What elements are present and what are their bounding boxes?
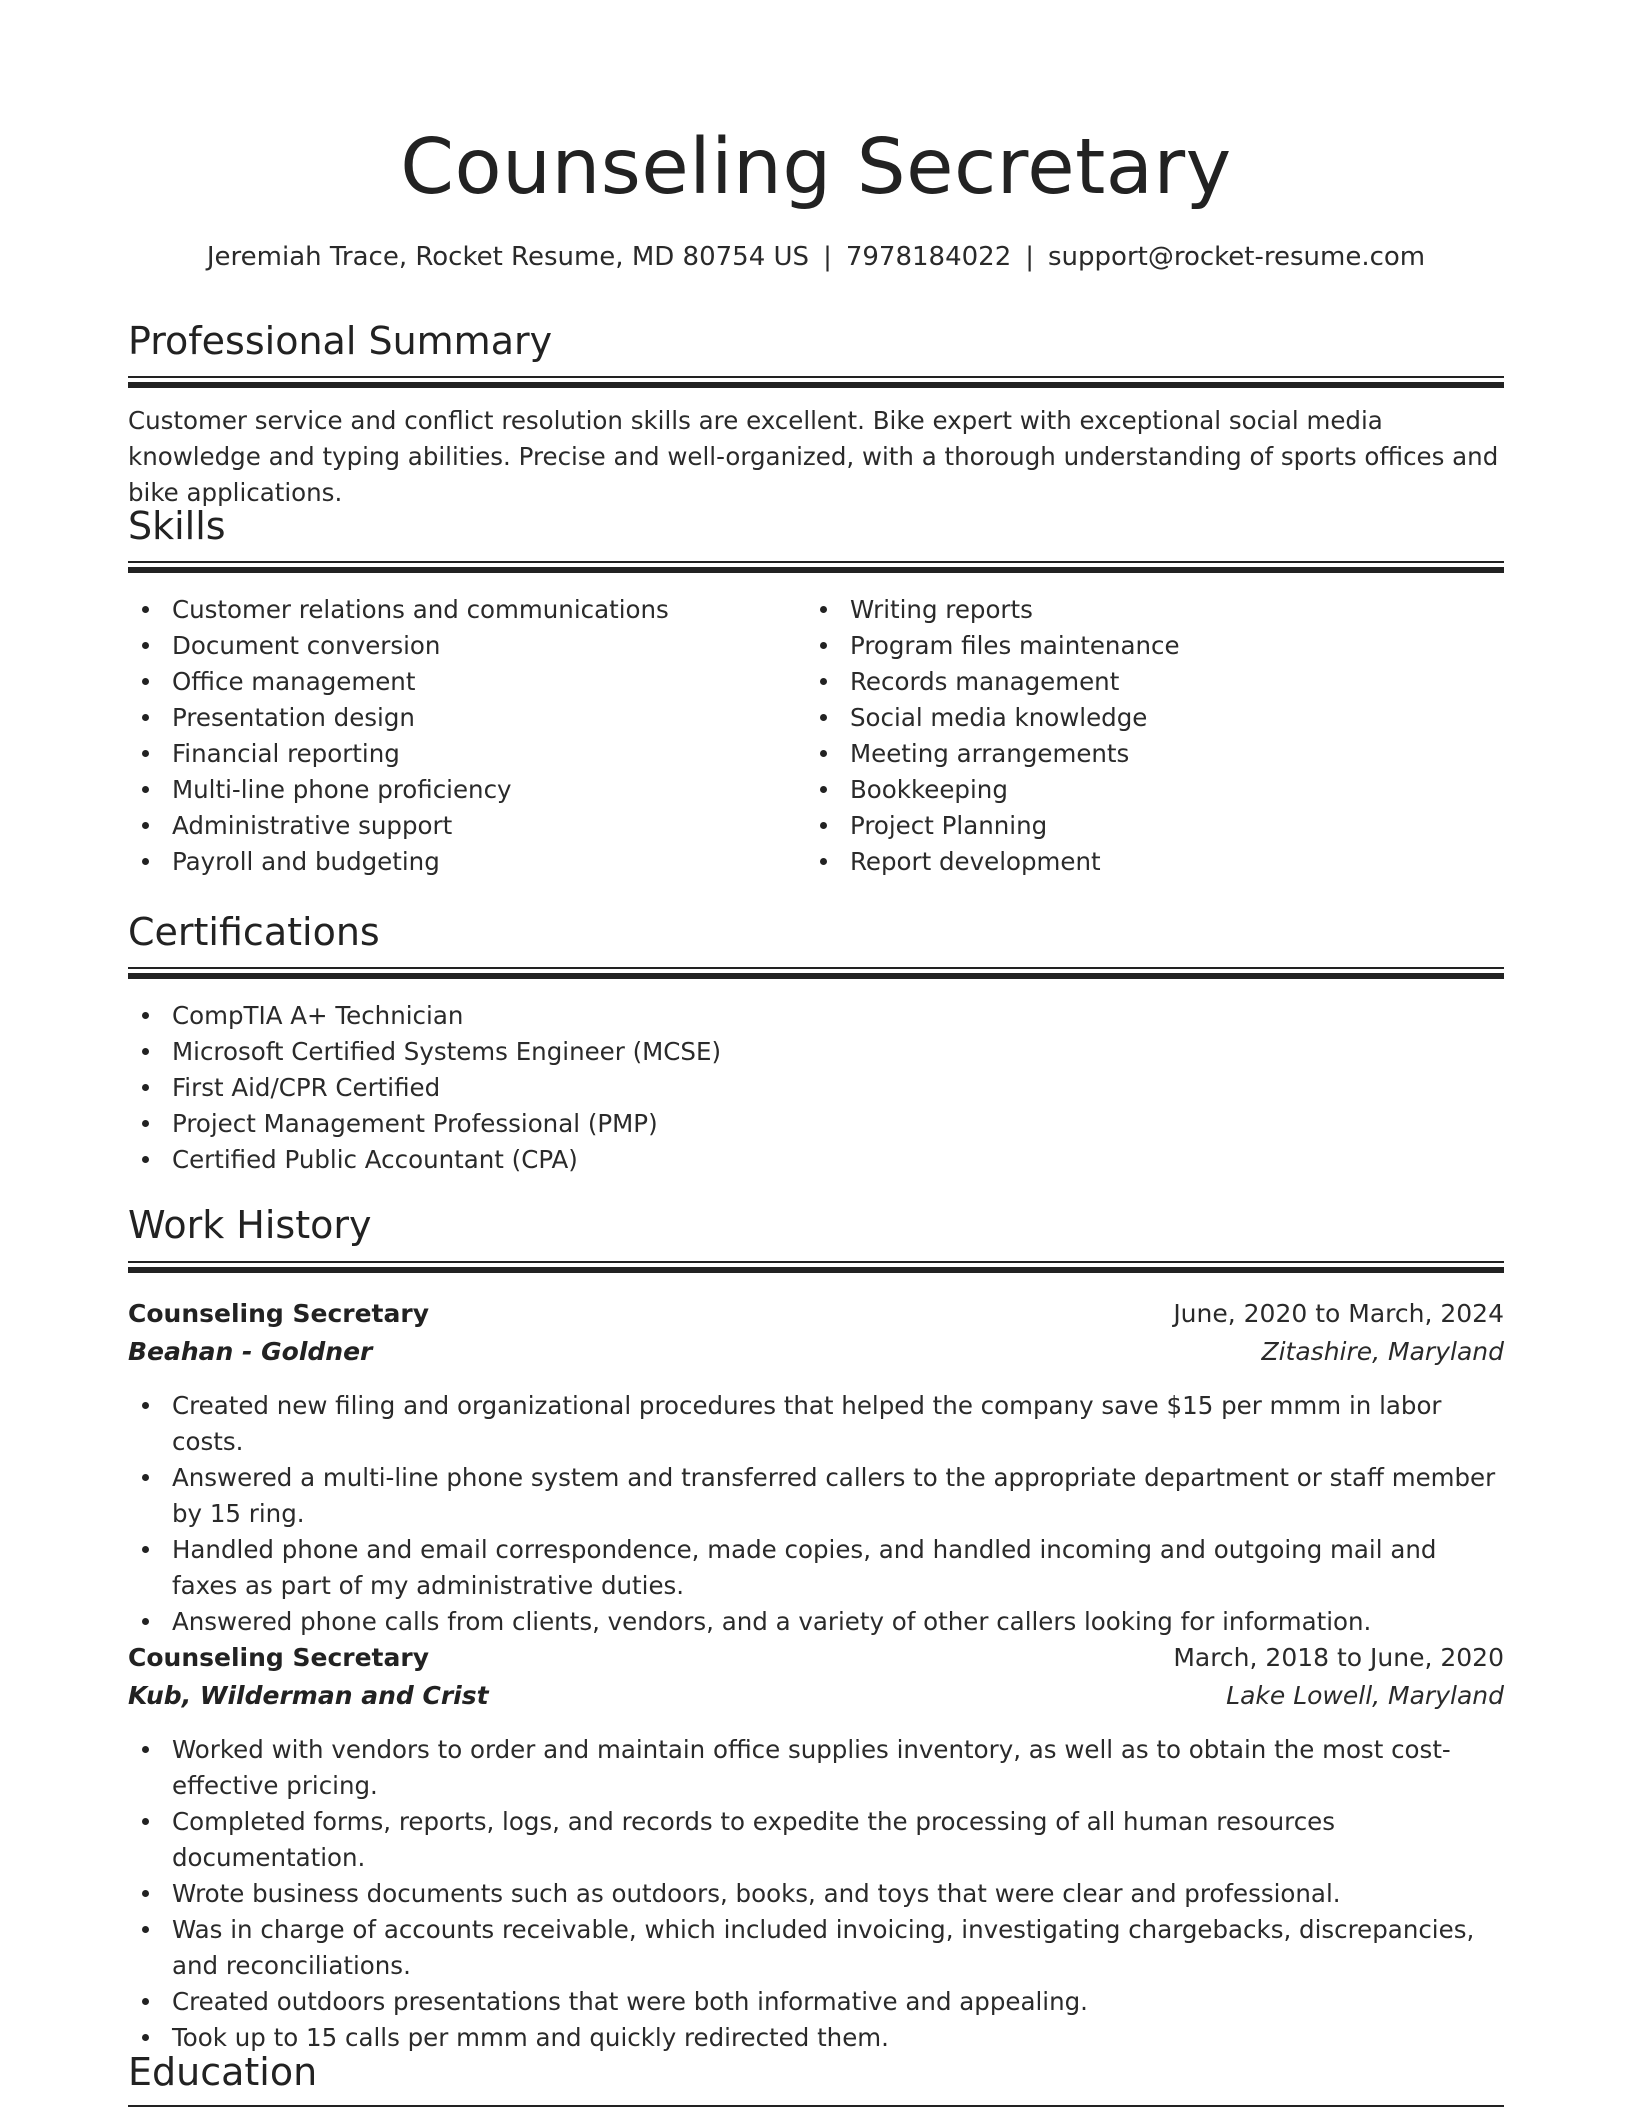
certification-item: Certified Public Accountant (CPA) bbox=[128, 1142, 1504, 1178]
job-dates: June, 2020 to March, 2024 bbox=[1173, 1299, 1504, 1328]
job-bullet: Answered phone calls from clients, vendors, and a variety of other callers looking for information. bbox=[128, 1604, 1504, 1640]
certification-item: CompTIA A+ Technician bbox=[128, 998, 1504, 1034]
skill-item: Financial reporting bbox=[128, 736, 788, 772]
job-bullet: Worked with vendors to order and maintain office supplies inventory, as well as to obtain the most cost-effective pricing. bbox=[128, 1732, 1504, 1804]
skill-item: Writing reports bbox=[806, 592, 1504, 628]
skill-item: Presentation design bbox=[128, 700, 788, 736]
job-bullet: Created new filing and organizational procedures that helped the company save $15 per mmm in labor costs. bbox=[128, 1388, 1504, 1460]
contact-line bbox=[128, 237, 1504, 277]
education-heading: Education bbox=[128, 2050, 318, 2094]
section-divider bbox=[128, 2105, 1504, 2107]
skill-item: Report development bbox=[806, 844, 1504, 880]
section-divider bbox=[128, 967, 1504, 979]
skill-item: Multi-line phone proficiency bbox=[128, 772, 788, 808]
certification-item: First Aid/CPR Certified bbox=[128, 1070, 1504, 1106]
job-company: Kub, Wilderman and Crist bbox=[128, 1681, 489, 1710]
job-bullets bbox=[128, 1388, 1504, 1640]
skill-item: Office management bbox=[128, 664, 788, 700]
summary-text: Customer service and conflict resolution skills are excellent. Bike expert with exceptional social media knowledge and typing abilities. Precise and well-organized, with a thorough understanding of sports offices and bike applications. bbox=[128, 406, 1499, 507]
contact-separator: | bbox=[1025, 242, 1035, 272]
section-divider bbox=[128, 376, 1504, 388]
skill-item: Bookkeeping bbox=[806, 772, 1504, 808]
resume-title: Counseling Secretary bbox=[400, 123, 1232, 212]
job-bullet: Wrote business documents such as outdoors, books, and toys that were clear and professional. bbox=[128, 1876, 1504, 1912]
job-location: Zitashire, Maryland bbox=[1261, 1337, 1504, 1366]
job-title: Counseling Secretary bbox=[128, 1643, 430, 1672]
summary-heading: Professional Summary bbox=[128, 319, 553, 363]
skill-item: Records management bbox=[806, 664, 1504, 700]
job-bullet: Took up to 15 calls per mmm and quickly redirected them. bbox=[128, 2020, 1504, 2056]
skill-item: Payroll and budgeting bbox=[128, 844, 788, 880]
job-bullets bbox=[128, 1732, 1504, 2056]
certification-item: Project Management Professional (PMP) bbox=[128, 1106, 1504, 1142]
job-dates: March, 2018 to June, 2020 bbox=[1173, 1643, 1504, 1672]
contact-email: support@rocket-resume.com bbox=[1048, 242, 1426, 272]
job-bullet: Handled phone and email correspondence, made copies, and handled incoming and outgoing mail and faxes as part of my administrative duties. bbox=[128, 1532, 1504, 1604]
certification-item: Microsoft Certified Systems Engineer (MCSE) bbox=[128, 1034, 1504, 1070]
section-divider bbox=[128, 1261, 1504, 1273]
certifications-list bbox=[128, 998, 1504, 1178]
skills-list-left bbox=[128, 592, 788, 880]
contact-address: Jeremiah Trace, Rocket Resume, MD 80754 US bbox=[206, 242, 810, 272]
job-bullet: Created outdoors presentations that were both informative and appealing. bbox=[128, 1984, 1504, 2020]
skill-item: Meeting arrangements bbox=[806, 736, 1504, 772]
skill-item: Social media knowledge bbox=[806, 700, 1504, 736]
job-bullet: Completed forms, reports, logs, and records to expedite the processing of all human resources documentation. bbox=[128, 1804, 1504, 1876]
section-divider bbox=[128, 561, 1504, 573]
skill-item: Administrative support bbox=[128, 808, 788, 844]
contact-phone: 7978184022 bbox=[845, 242, 1012, 272]
job-bullet: Was in charge of accounts receivable, which included invoicing, investigating chargebacks, discrepancies, and reconciliations. bbox=[128, 1912, 1504, 1984]
certifications-heading: Certifications bbox=[128, 910, 380, 954]
skill-item: Customer relations and communications bbox=[128, 592, 788, 628]
skills-list-right bbox=[806, 592, 1504, 880]
contact-separator: | bbox=[823, 242, 832, 272]
job-company: Beahan - Goldner bbox=[128, 1337, 373, 1366]
job-location: Lake Lowell, Maryland bbox=[1226, 1681, 1504, 1710]
skill-item: Project Planning bbox=[806, 808, 1504, 844]
job-bullet: Answered a multi-line phone system and transferred callers to the appropriate department or staff member by 15 ring. bbox=[128, 1460, 1504, 1532]
skills-heading: Skills bbox=[128, 504, 226, 548]
skill-item: Program files maintenance bbox=[806, 628, 1504, 664]
job-title: Counseling Secretary bbox=[128, 1299, 430, 1328]
work-history-heading: Work History bbox=[128, 1203, 372, 1247]
skill-item: Document conversion bbox=[128, 628, 788, 664]
